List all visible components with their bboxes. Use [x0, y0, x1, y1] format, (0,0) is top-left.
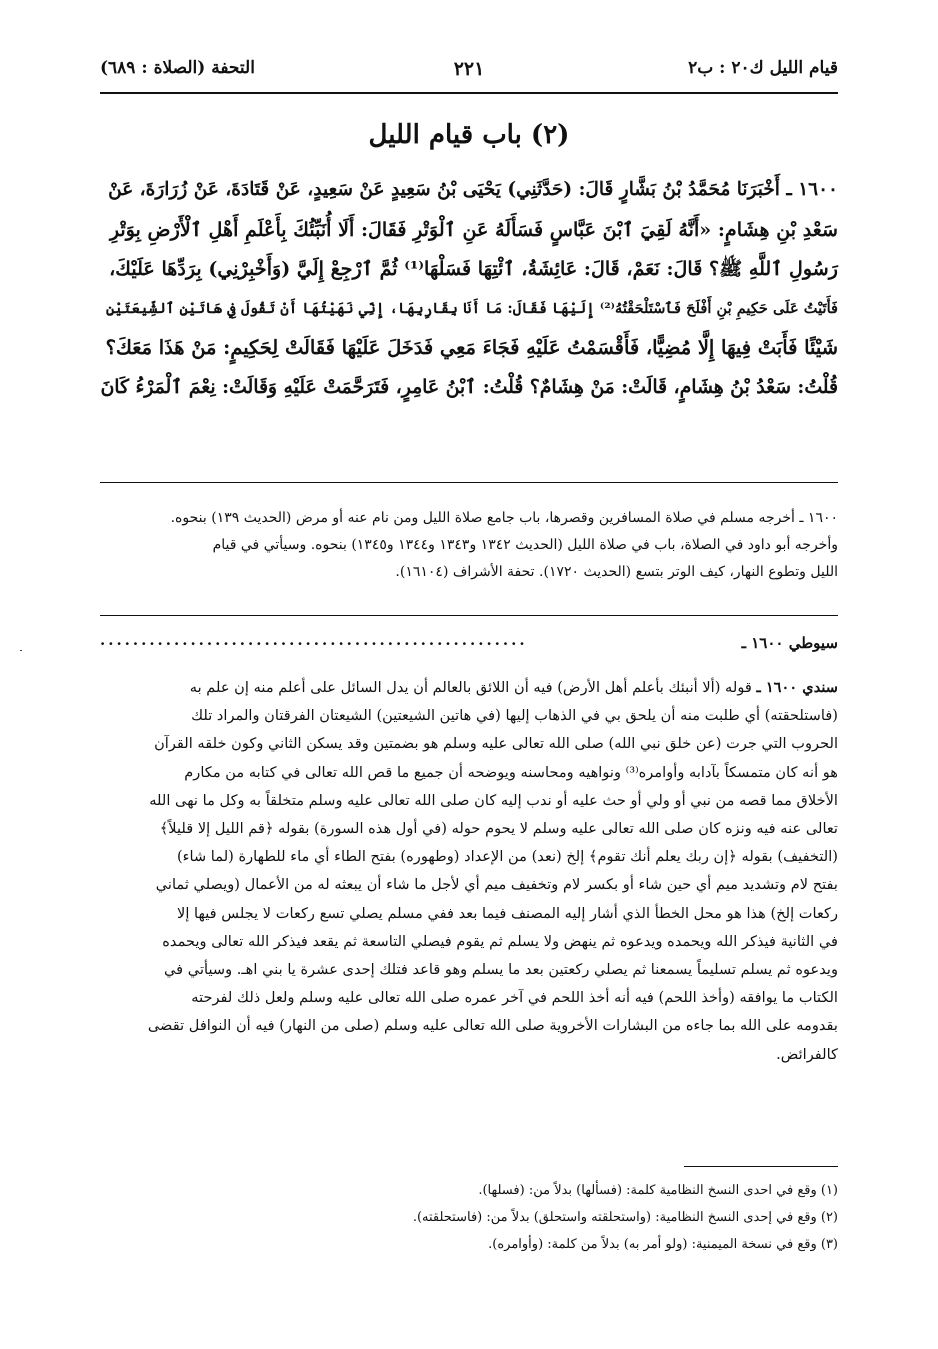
hadith-line: ١٦٠٠ ـ أَخْبَرَنَا مُحَمَّدُ بْنُ بَشَّارٍ قَالَ: (حَدَّثَنِي) يَحْيَى بْنُ سَعِيدٍ عَنْ سَعِيدٍ، عَنْ قَتَادَةَ، عَنْ زُرَارَةَ، عَنْ [108, 179, 838, 200]
hadith-line: شَيْئًا فَأَبَتْ فِيهَا إِلَّا مُضِيًّا، فَأَقْسَمْتُ عَلَيْهِ فَجَاءَ مَعِي فَدَخَلَ عَلَيْهَا فَقَالَتْ لِحَكِيمٍ: مَنْ هَذَا مَعَكَ؟ [105, 336, 838, 359]
commentary-divider [100, 615, 838, 616]
takhrij-block [100, 505, 838, 586]
sindi-line: الحروب التي جرت (عن خلق نبي الله) صلى الله تعالى عليه وسلم هو بضمتين وقد يسكن الثاني وكون خلقه القرآن [154, 735, 838, 753]
page-number: ٢٢١ [453, 58, 485, 80]
footnote-rule [684, 1166, 838, 1167]
sindi-first-text: قوله (ألا أنبئك بأعلم أهل الأرض) فيه أن اللائق بالعالم أن يدل السائل على أعلم منه إن علم به [189, 679, 752, 696]
sindi-line: (فاستلحقته) أي طلبت منه أن يلحق بي في الذهاب إليها (في هاتين الشيعتين) الشيعتان الفرقتان والمراد تلك [191, 707, 838, 725]
hadith-line: سَعْدِ بْنِ هِشَامٍ: «أَنَّهُ لَقِيَ ٱبْنَ عَبَّاسٍ فَسَأَلَهُ عَنِ ٱلْوَتْرِ فَقَالَ: أَلَا أُنَبِّئُكَ بِأَعْلَمِ أَهْلِ ٱلْأَرْضِ بِوَتْرِ [109, 217, 838, 241]
hadith-line: فَأَتَيْتُ عَلَى حَكِيمِ بْنِ أَفْلَحَ فَٱسْتَلْحَقْتُهُ⁽²⁾ إِلَيْهَا فَقَالَ: مَا أَنَا بِقَارِبِهَا، إِنِّي نَهَيْتُهَا أَنْ تَقُولَ فِي هَاتَيْنِ ٱلشِّيعَتَيْنِ [105, 299, 838, 317]
takhrij-line: الليل وتطوع النهار، كيف الوتر بتسع (الحديث ١٧٢٠). تحفة الأشراف (١٦١٠٤). [395, 564, 838, 580]
sindi-label: سندي ١٦٠٠ ـ [756, 679, 838, 696]
hadith-text [100, 170, 838, 407]
page-header [100, 58, 838, 92]
sindi-line: تعالى عنه فيه ونزه كان صلى الله تعالى عليه وسلم لا يحوم حوله (في أول هذه السورة) بقوله ﴿قم الليل إلا قليلاً﴾ [159, 820, 838, 838]
footnote-3: (٣) وقع في نسخة الميمنية: (ولو أمر به) بدلاً من كلمة: (وأوامره). [488, 1237, 838, 1252]
chapter-title: (٢) باب قيام الليل [368, 120, 570, 150]
hadith-line: قُلْتُ: سَعْدُ بْنُ هِشَامٍ، قَالَتْ: مَنْ هِشَامٌ؟ قُلْتُ: ٱبْنُ عَامِرٍ، فَتَرَحَّمَتْ عَلَيْهِ وَقَالَتْ: نِعْمَ ٱلْمَرْءُ كَانَ [100, 375, 838, 398]
sindi-line [100, 674, 838, 702]
sindi-line: بفتح لام وتشديد ميم أي حين شاء أو بكسر لام وتخفيف ميم أي لأجل ما شاء أن يبعثه له من الأعمال (ويصلي ثماني [155, 876, 838, 894]
suyuti-label: سيوطي ١٦٠٠ ـ [741, 634, 838, 652]
takhrij-line: وأخرجه أبو داود في الصلاة، باب في صلاة الليل (الحديث ١٣٤٢ و١٣٤٣ و١٣٤٤ و١٣٤٥) بنحوه. وسيأتي في قيام [212, 537, 838, 553]
header-chapter-ref: قيام الليل ك٢٠ : ب٢ [688, 58, 838, 78]
sindi-line: ركعات إلخ) هذا هو محل الخطأ الذي أشار إليه المصنف فيما بعد ففي مسلم يصلي تسع ركعات لا يجلس فيها إلا [177, 904, 838, 922]
suyuti-heading [100, 631, 838, 652]
takhrij-line: ١٦٠٠ ـ أخرجه مسلم في صلاة المسافرين وقصرها، باب جامع صلاة الليل ومن نام عنه أو مرض (الحديث ١٣٩) بنحوه. [170, 510, 838, 526]
sindi-line: الكتاب ما يوافقه (وأخذ اللحم) فيه أنه أخذ اللحم في آخر عمره صلى الله تعالى عليه وسلم ولعل ذلك لفرحته [191, 989, 838, 1007]
sindi-line: هو أنه كان متمسكاً بآدابه وأوامره⁽³⁾ ونواهيه ومحاسنه ويوضحه أن جميع ما قص الله تعالى في كتابه من مكارم [184, 763, 838, 781]
sindi-line: في الثانية فيذكر الله ويحمده ويدعوه ثم ينهض ولا يسلم ثم يقوم فيصلي التاسعة ثم يقعد فيذكر الله تعالى ويحمده [162, 932, 838, 950]
footnotes [100, 1177, 838, 1258]
hadith-divider [100, 482, 838, 483]
header-tuhfa-ref: التحفة (الصلاة : ٦٨٩) [100, 58, 255, 78]
sindi-commentary [100, 674, 838, 1069]
sindi-line: كالفرائض. [776, 1045, 838, 1063]
hadith-line: رَسُولِ ٱللَّهِ ﷺ؟ قَالَ: نَعَمْ، قَالَ: عَائِشَةُ، ٱئْتِهَا فَسَلْهَا⁽¹⁾ ثُمَّ ٱرْجِعْ إِلَيَّ (وَأَخْبِرْنِي) بِرَدِّهَا عَلَيْكَ، [109, 257, 838, 280]
sindi-line: ويدعوه ثم يسلم تسليماً يسمعنا ثم يصلي ركعتين بعد ما يسلم وهو قاعد فتلك إحدى عشرة يا بني اهـ. وسيأتي في [164, 961, 838, 979]
sindi-line: الأخلاق مما قصه من نبي أو ولي أو حث عليه أو ندب إليه كان صلى الله تعالى عليه وسلم متخلقاً به وكل ما نهى الله [149, 791, 838, 809]
margin-speck [20, 650, 22, 651]
sindi-line: بقدومه على الله بما جاءه من البشارات الأخروية صلى الله تعالى عليه وسلم (صلى من النهار) فيه أن النوافل تقضى [147, 1017, 838, 1035]
footnote-1: (١) وقع في احدى النسخ النظامية كلمة: (فسألها) بدلاً من: (فسلها). [478, 1183, 838, 1198]
suyuti-dots: .................................................... [100, 631, 528, 649]
sindi-line: (التخفيف) بقوله ﴿إن ربك يعلم أنك تقوم﴾ إلخ (نعد) من الإعداد (وطهوره) بفتح الطاء أي ماء للطهارة (لما شاء) [176, 848, 838, 866]
header-rule [100, 92, 838, 94]
footnote-2: (٢) وقع في إحدى النسخ النظامية: (واستحلقته واستحلق) بدلاً من: (فاستحلقته). [412, 1210, 838, 1225]
